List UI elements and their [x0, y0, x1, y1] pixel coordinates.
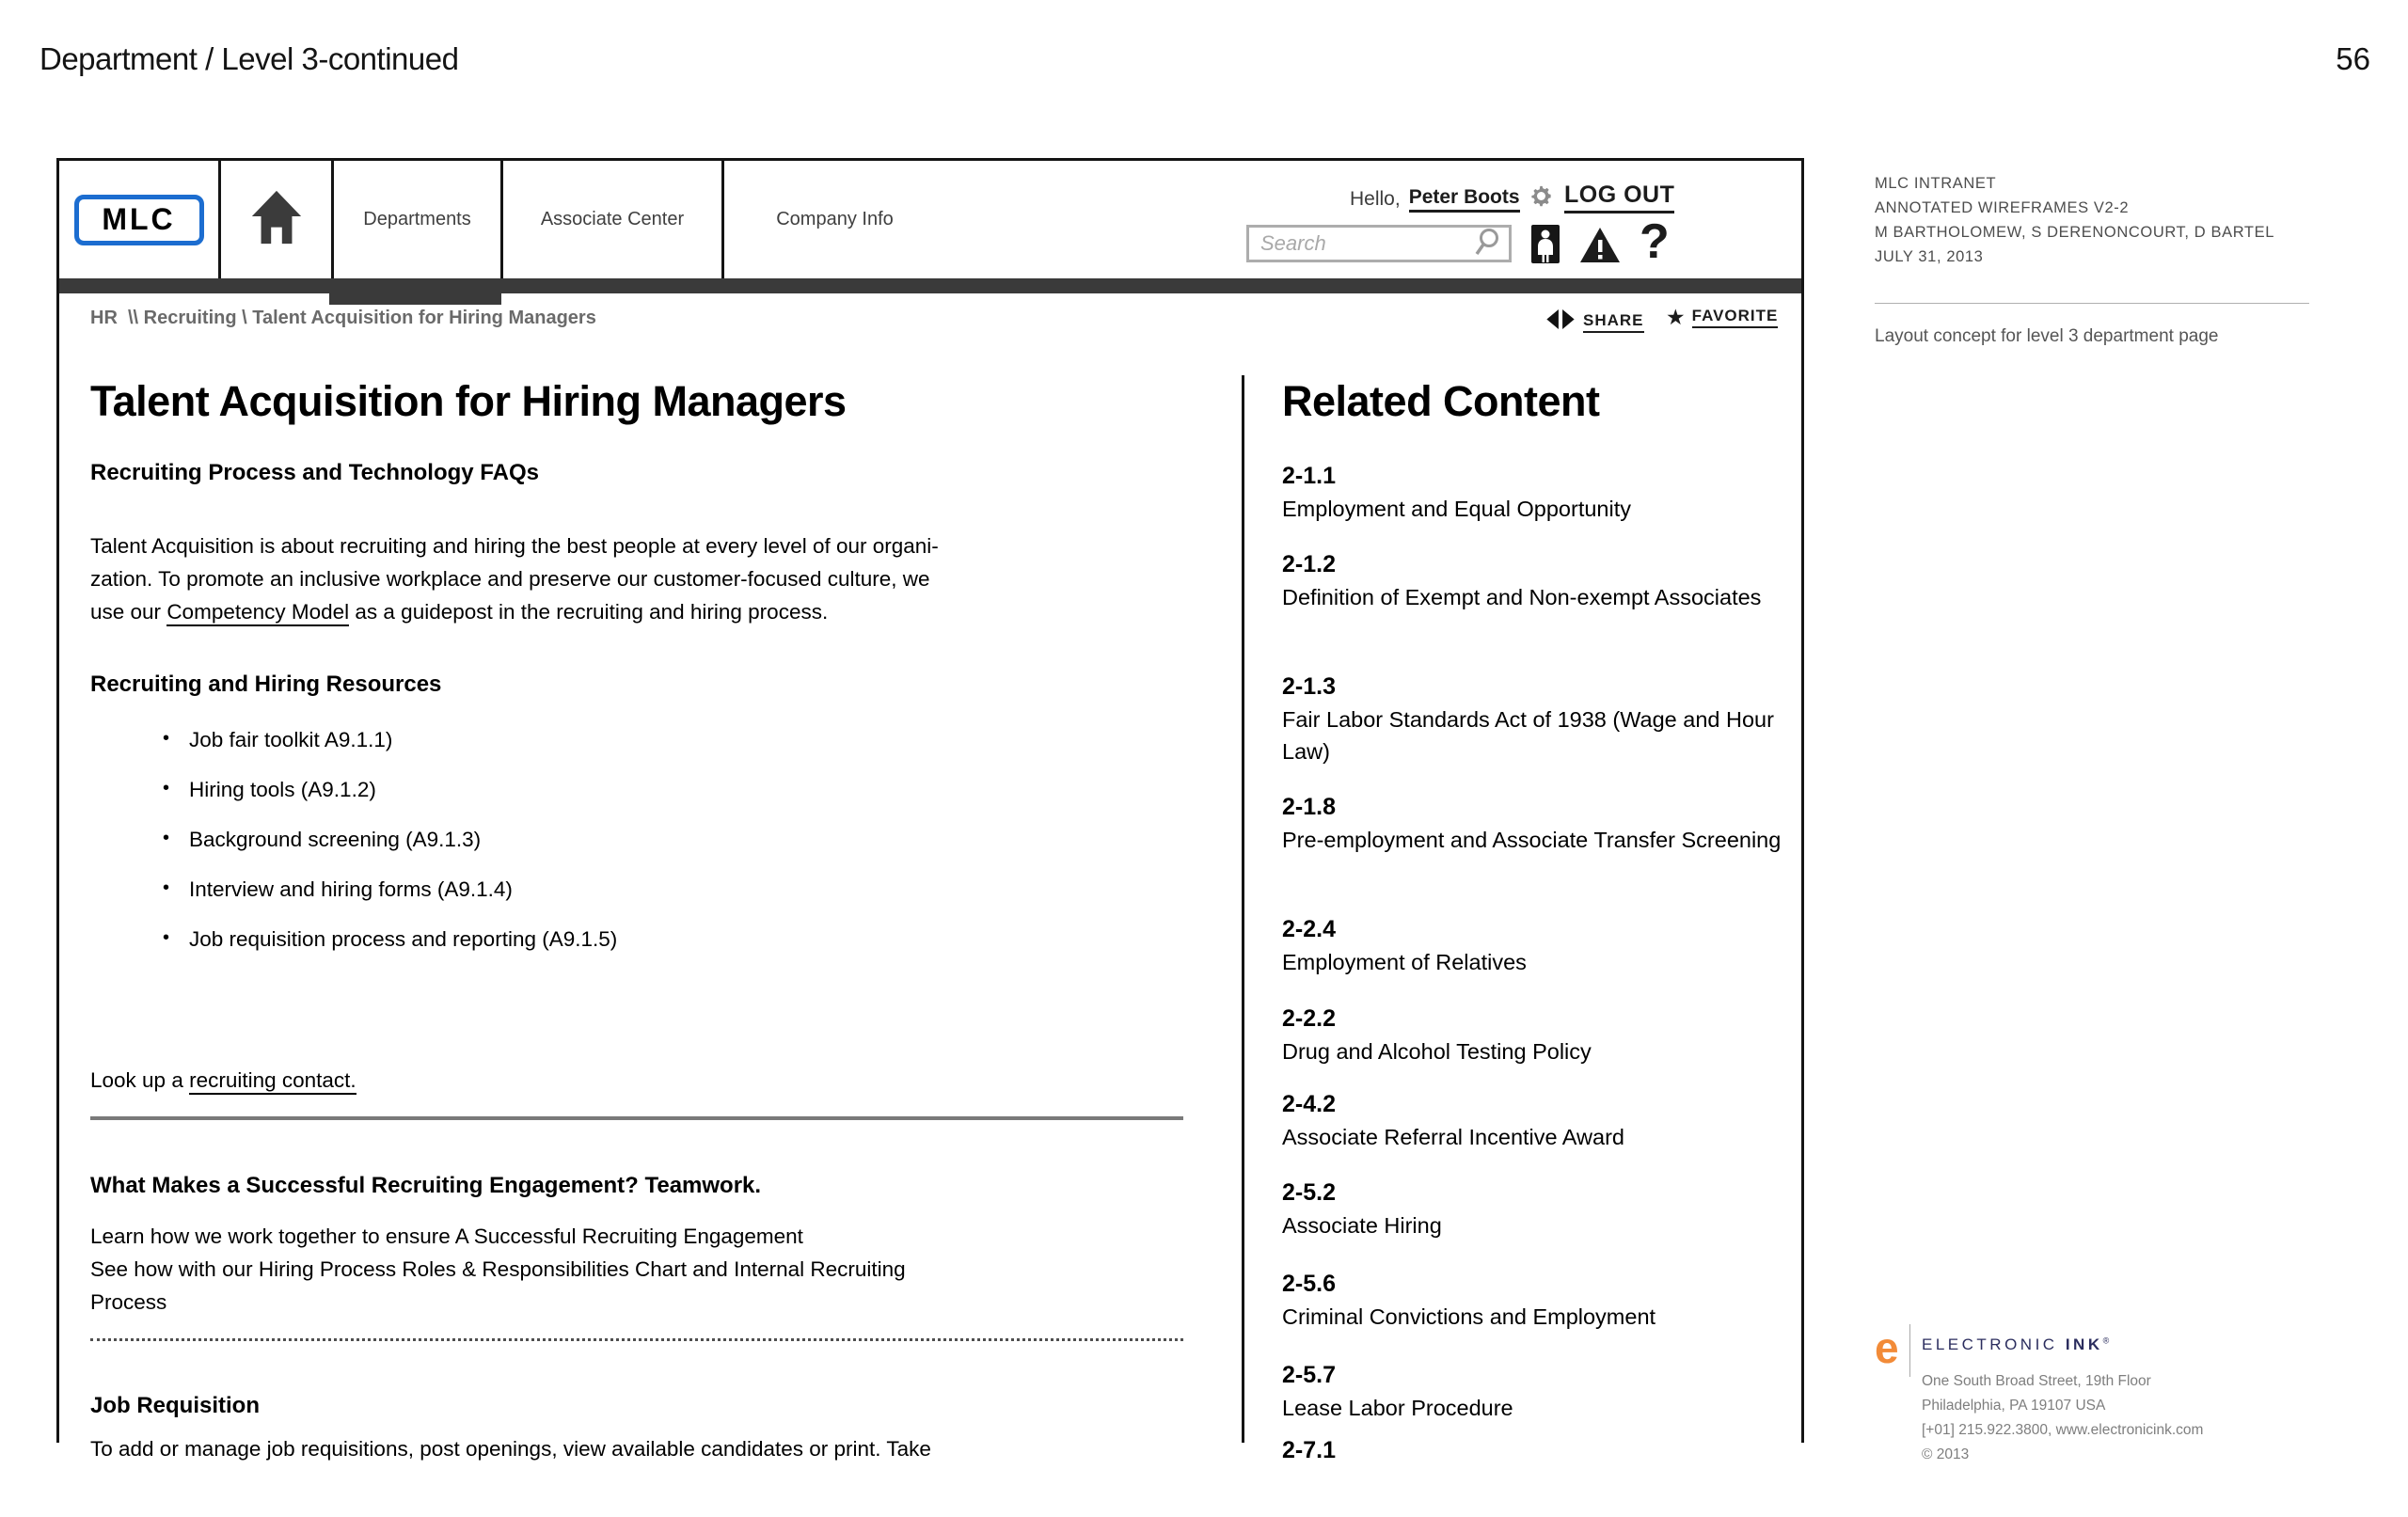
section-divider: [90, 1116, 1183, 1120]
margin-notes: [1875, 171, 2274, 269]
related-item[interactable]: [1282, 793, 1798, 856]
brand-name-regular: ELECTRONIC: [1922, 1335, 2058, 1353]
bullet-icon: •: [163, 828, 170, 848]
active-tab-indicator: [329, 278, 501, 305]
address-line: Philadelphia, PA 19107 USA: [1922, 1398, 2106, 1414]
related-item-number: 2-4.2: [1282, 1091, 1336, 1117]
tab-associate-center-label: Associate Center: [540, 209, 685, 229]
bullet-icon: •: [163, 877, 170, 898]
resource-text: Interview and hiring forms (A9.1.4): [189, 877, 513, 901]
related-item-number: 2-1.3: [1282, 673, 1336, 700]
favorite-button[interactable]: [1666, 307, 1778, 328]
page-title: Department / Level 3-continued: [40, 41, 459, 76]
resources-list: [90, 723, 1183, 956]
intro-line3-after: as a guidepost in the recruiting and hiring process.: [349, 600, 829, 624]
tab-company-info[interactable]: [724, 161, 945, 278]
search-icon[interactable]: [1473, 227, 1501, 261]
breadcrumb[interactable]: HR \\ Recruiting \ Talent Acquisition for Hiring Managers: [90, 308, 596, 328]
help-icon[interactable]: ?: [1640, 214, 1670, 269]
dotted-divider: [90, 1338, 1183, 1341]
resource-text: Background screening (A9.1.3): [189, 828, 482, 851]
related-item-title: Drug and Alcohol Testing Policy: [1282, 1039, 1592, 1064]
related-item-title: Employment of Relatives: [1282, 950, 1527, 974]
bullet-icon: •: [163, 728, 170, 749]
related-item-number: 2-2.2: [1282, 1005, 1336, 1032]
related-item[interactable]: [1282, 1270, 1798, 1333]
related-item-number: 2-7.1: [1282, 1437, 1336, 1463]
logo-cell[interactable]: [59, 161, 221, 278]
teamwork-line1: Learn how we work together to ensure A Successful Recruiting Engagement: [90, 1225, 803, 1248]
gear-icon[interactable]: [1529, 183, 1554, 214]
related-item-title: Associate Hiring: [1282, 1213, 1442, 1238]
related-item-title: Fair Labor Standards Act of 1938 (Wage and Hour Law): [1282, 707, 1774, 764]
registered-mark: ®: [2102, 1335, 2110, 1346]
intro-line2: zation. To promote an inclusive workplace and preserve our customer-focused culture, we: [90, 567, 930, 591]
related-item-title: Associate Referral Incentive Award: [1282, 1125, 1624, 1149]
related-item[interactable]: [1282, 1178, 1798, 1241]
copyright-line: © 2013: [1922, 1446, 1970, 1462]
teamwork-heading: What Makes a Successful Recruiting Engagement? Teamwork.: [90, 1173, 762, 1198]
search-box: [1246, 225, 1512, 262]
related-item-number: 2-1.2: [1282, 551, 1336, 577]
note-authors: M BARTHOLOMEW, S DERENONCOURT, D BARTEL: [1875, 224, 2274, 241]
address-line: One South Broad Street, 19th Floor: [1922, 1373, 2151, 1389]
related-item-number: 2-1.8: [1282, 794, 1336, 820]
logout-link[interactable]: LOG OUT: [1564, 182, 1674, 213]
brand-divider: [1909, 1324, 1910, 1377]
resources-heading: Recruiting and Hiring Resources: [90, 672, 442, 697]
related-item-number: 2-2.4: [1282, 916, 1336, 942]
related-item-title: Lease Labor Procedure: [1282, 1396, 1513, 1420]
favorite-label: FAVORITE: [1692, 307, 1779, 328]
lookup-line: [90, 1064, 1183, 1097]
related-item-title: Employment and Equal Opportunity: [1282, 497, 1631, 521]
list-item: [90, 923, 1183, 956]
list-item: [90, 873, 1183, 906]
electronic-ink-logo-icon: e: [1875, 1323, 1899, 1372]
related-item-number: 2-5.7: [1282, 1362, 1336, 1388]
resources-list-wrap: [90, 723, 1183, 972]
related-title: Related Content: [1282, 377, 1600, 425]
bullet-icon: •: [163, 778, 170, 798]
jobreq-clipped-line: To add or manage job requisitions, post openings, view available candidates or print. Take: [90, 1437, 931, 1461]
article-title: Talent Acquisition for Hiring Managers: [90, 377, 847, 425]
related-item[interactable]: [1282, 550, 1798, 613]
wireframe-frame: [56, 158, 1804, 1463]
related-item-number: 2-5.6: [1282, 1271, 1336, 1297]
share-arrows-icon: [1545, 308, 1576, 335]
related-item-title: Definition of Exempt and Non-exempt Associates: [1282, 585, 1762, 609]
related-item[interactable]: [1282, 1361, 1798, 1424]
home-button[interactable]: [221, 161, 334, 278]
nav-band: [59, 278, 1801, 293]
related-item-number: 2-1.1: [1282, 463, 1336, 489]
search-input[interactable]: [1259, 230, 1473, 257]
share-label: SHARE: [1583, 311, 1644, 333]
home-icon: [249, 189, 304, 250]
intro-line3: [90, 595, 1183, 628]
list-item: [90, 723, 1183, 756]
address-line: [+01] 215.922.3800, www.electronicink.com: [1922, 1422, 2204, 1438]
alert-icon[interactable]: [1579, 227, 1621, 269]
share-button[interactable]: [1545, 308, 1644, 335]
faq-heading: Recruiting Process and Technology FAQs: [90, 460, 539, 485]
related-item-title: Criminal Convictions and Employment: [1282, 1304, 1656, 1329]
notes-divider: [1875, 303, 2309, 304]
related-item[interactable]: [1282, 462, 1798, 525]
greeting-text: Hello,: [1350, 187, 1401, 210]
intro-paragraph: [90, 529, 1183, 628]
competency-model-link[interactable]: Competency Model: [166, 600, 349, 626]
user-profile-link[interactable]: Peter Boots: [1409, 186, 1520, 213]
note-project: MLC INTRANET: [1875, 175, 1997, 192]
note-date: JULY 31, 2013: [1875, 248, 1984, 265]
lookup-before: Look up a: [90, 1068, 190, 1092]
teamwork-paragraph: [90, 1220, 1183, 1319]
resource-text: Hiring tools (A9.1.2): [189, 778, 376, 801]
brand-name-bold: INK: [2065, 1335, 2103, 1353]
tab-associate-center[interactable]: [503, 161, 724, 278]
intro-line3-before: use our: [90, 600, 167, 624]
brand-name: [1922, 1335, 2109, 1354]
teamwork-line3: Process: [90, 1290, 167, 1314]
associate-directory-icon[interactable]: [1531, 225, 1560, 268]
mlc-logo[interactable]: MLC: [74, 195, 204, 245]
list-item: [90, 823, 1183, 856]
tab-departments[interactable]: [334, 161, 503, 278]
list-item: [90, 773, 1183, 806]
greeting-row: [1350, 183, 1554, 214]
page-number: 56: [2336, 41, 2370, 76]
notes-caption: Layout concept for level 3 department page: [1875, 326, 2219, 346]
bullet-icon: •: [163, 927, 170, 948]
brand-address: [1922, 1369, 2203, 1467]
related-item[interactable]: [1282, 1436, 1798, 1467]
intro-line1: Talent Acquisition is about recruiting and hiring the best people at every level of our organi-: [90, 534, 939, 558]
tab-departments-label: Departments: [363, 209, 471, 229]
recruiting-contact-link[interactable]: recruiting contact.: [189, 1068, 356, 1095]
resource-text: Job fair toolkit A9.1.1): [189, 728, 393, 751]
related-item[interactable]: [1282, 1004, 1798, 1067]
teamwork-line2: See how with our Hiring Process Roles & Responsibilities Chart and Internal Recruiting: [90, 1257, 906, 1281]
related-item-number: 2-5.2: [1282, 1179, 1336, 1206]
related-item[interactable]: [1282, 915, 1798, 978]
column-divider: [1242, 375, 1244, 1443]
related-item-title: Pre-employment and Associate Transfer Screening: [1282, 828, 1782, 852]
related-item[interactable]: [1282, 672, 1798, 767]
tab-company-info-label: Company Info: [776, 209, 894, 229]
jobreq-heading: Job Requisition: [90, 1393, 260, 1418]
star-icon: ★: [1666, 305, 1686, 329]
resource-text: Job requisition process and reporting (A9.1.5): [189, 927, 618, 951]
note-deliverable: ANNOTATED WIREFRAMES V2-2: [1875, 199, 2130, 216]
related-item[interactable]: [1282, 1090, 1798, 1153]
